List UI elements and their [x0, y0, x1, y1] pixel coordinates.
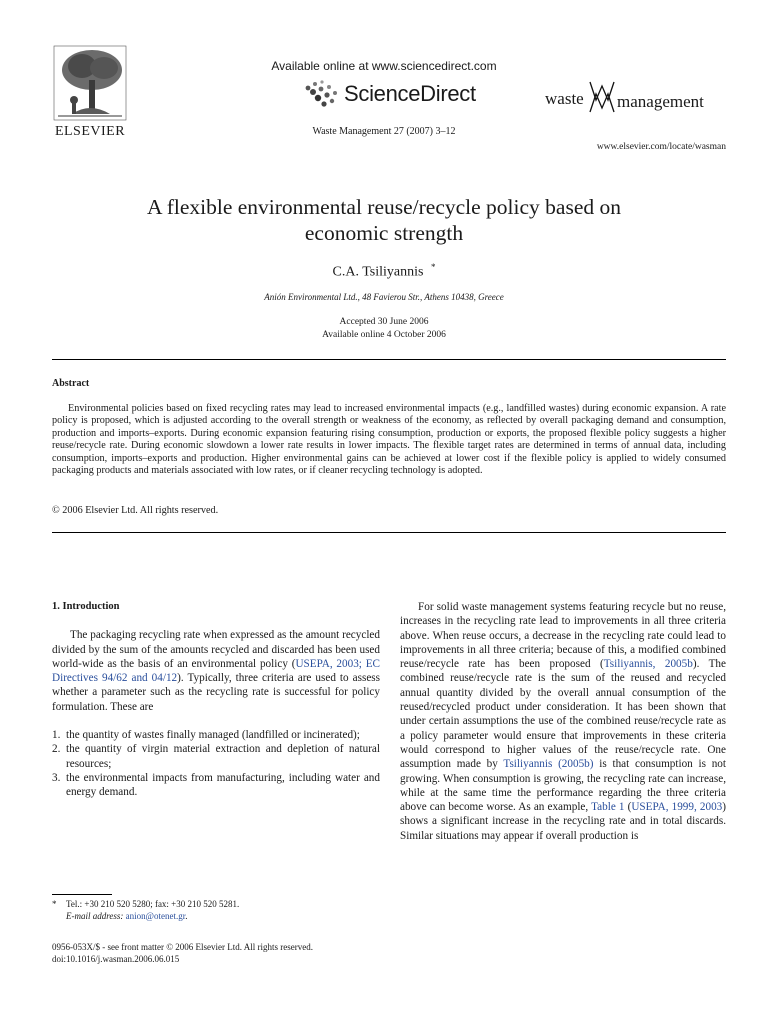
front-matter	[52, 941, 313, 965]
footnote-tel: Tel.: +30 210 520 5280; fax: +30 210 520 5281.	[66, 899, 240, 909]
list-item	[52, 771, 380, 800]
citation-link-tsiliyannis-2005b[interactable]: Tsiliyannis, 2005b	[603, 658, 693, 671]
email-end: .	[185, 911, 188, 921]
article-title	[84, 194, 684, 246]
left-column	[52, 600, 380, 800]
journal-logo-waste: waste	[545, 89, 584, 108]
citation-link-tsiliyannis-2005b-inline[interactable]: Tsiliyannis (2005b)	[503, 758, 594, 771]
intro-text-b: ). Typically, three criteria are used to assess whether a parameter such as the recycling rate is successful for policy formulation. These are	[52, 672, 380, 713]
email-link[interactable]: anion@otenet.gr	[125, 911, 186, 921]
footnote-email	[52, 910, 382, 922]
list-item-text: the quantity of virgin material extraction and depletion of natural resources;	[66, 743, 380, 770]
author-footnote	[52, 898, 382, 922]
waste-management-logo	[545, 80, 730, 114]
author-line	[0, 262, 768, 281]
list-item-number: 1.	[52, 729, 61, 742]
abstract-copyright: © 2006 Elsevier Ltd. All rights reserved.	[52, 505, 219, 516]
abstract-body	[52, 403, 726, 477]
list-item	[52, 742, 380, 771]
journal-citation: Waste Management 27 (2007) 3–12	[312, 126, 456, 137]
body-text: ). The combined reuse/recycle rate is the sum of the reused and recycled annual quantity divided by the overall annual consumption of the reused/recycled product under consideration. It has been shown that under certain assumptions the use of the combined reuse/recycle rate as a policy parameter would ensure that improvements in these criteria would correspond to higher values of the reuse/recycle rate. One assumption made by	[400, 658, 726, 771]
author-name[interactable]: C.A. Tsiliyannis	[332, 264, 424, 280]
available-online-text: Available online at www.sciencedirect.com	[271, 59, 497, 73]
citation-link-usepa-1999-2003[interactable]: USEPA, 1999, 2003	[631, 801, 723, 814]
article-title-line1: A flexible environmental reuse/recycle policy based on	[146, 195, 622, 219]
section-heading-introduction: 1. Introduction	[52, 601, 120, 612]
table-1-link[interactable]: Table 1	[591, 801, 625, 814]
front-matter-doi: doi:10.1016/j.wasman.2006.06.015	[52, 954, 180, 964]
sciencedirect-logo	[300, 78, 490, 112]
right-column	[400, 600, 726, 843]
front-matter-issn: 0956-053X/$ - see front matter © 2006 Elsevier Ltd. All rights reserved.	[52, 942, 314, 952]
abstract-divider	[52, 532, 726, 533]
intro-text-a: The packaging recycling rate when expressed as the amount recycled divided by the sum of the amounts recycled and discarded has been used world-wide as the basis of an environmental policy (	[52, 629, 380, 670]
right-column-paragraph	[400, 600, 726, 843]
top-divider	[52, 359, 726, 360]
sciencedirect-dots-icon	[300, 78, 340, 112]
author-footnote-mark[interactable]: *	[430, 262, 436, 272]
list-item-text: the environmental impacts from manufacturing, including water and energy demand.	[66, 771, 380, 799]
footnote-contact	[52, 898, 382, 910]
list-item	[52, 728, 380, 742]
criteria-list	[52, 728, 380, 799]
list-item-text: the quantity of wastes finally managed (landfilled or incinerated);	[66, 729, 360, 742]
body-text: is that consumption is not growing. When consumption is growing, the recycling rate can increase, while at the same time the performance regarding the three criteria above can become worse. As an example,	[400, 758, 727, 814]
journal-url-link[interactable]: www.elsevier.com/locate/wasman	[596, 142, 726, 152]
author-affiliation: Anión Environmental Ltd., 48 Favierou Str., Athens 10438, Greece	[264, 292, 504, 302]
intro-paragraph	[52, 628, 380, 714]
elsevier-tree-logo	[52, 44, 128, 122]
list-item-number: 3.	[52, 771, 61, 784]
email-label: E-mail address:	[66, 911, 124, 921]
body-text: (	[624, 801, 632, 814]
body-text: ) shows a significant increase in the recycling rate and in total discards. Similar situations may appear if overall production is	[400, 801, 726, 842]
citation-link-usepa-ec[interactable]: USEPA, 2003; EC Directives 94/62 and 04/12	[52, 657, 380, 685]
available-date: Available online 4 October 2006	[322, 330, 446, 340]
accepted-date: Accepted 30 June 2006	[339, 317, 429, 327]
body-text: For solid waste management systems featuring recycle but no reuse, increases in the recycling rate lead to improvements in all three criteria above. When reuse occurs, a decrease in the recycling rate could lead to improvements in all three criteria; because of this, a modified combined reuse/recycle rate has been proposed (	[400, 601, 726, 671]
footnote-mark: *	[52, 899, 57, 909]
article-dates	[0, 316, 768, 342]
footnote-divider	[52, 894, 112, 895]
journal-logo-management: management	[617, 92, 704, 111]
publisher-name: ELSEVIER	[54, 124, 126, 139]
abstract-heading: Abstract	[52, 378, 90, 389]
wm-monogram-icon	[589, 80, 615, 114]
sciencedirect-wordmark: ScienceDirect	[344, 81, 476, 106]
list-item-number: 2.	[52, 743, 61, 756]
article-title-line2: economic strength	[304, 221, 464, 245]
abstract-text: Environmental policies based on fixed recycling rates may lead to increased environmental impacts (e.g., landfilled wastes) during economic expansion. A rate policy is proposed, which is adjusted according to the overall strength or weakness of the economy, as reflected by overall packaging demand and consumption, production and imports–exports. During economic expansion featuring rising consumption, production or exports, the proposed flexible policy suggests a higher reuse/recycle rate. During economic slowdown a lower rate results in lower impacts. The flexible target rates are determined in terms of annual data, including consumption, imports–exports and production. Higher environmental gains can be achieved at lower cost if the flexible policy is applied to widely consumed packaging products and materials associated with low rates, or if cleaner recycling technology is adopted.	[52, 403, 726, 477]
